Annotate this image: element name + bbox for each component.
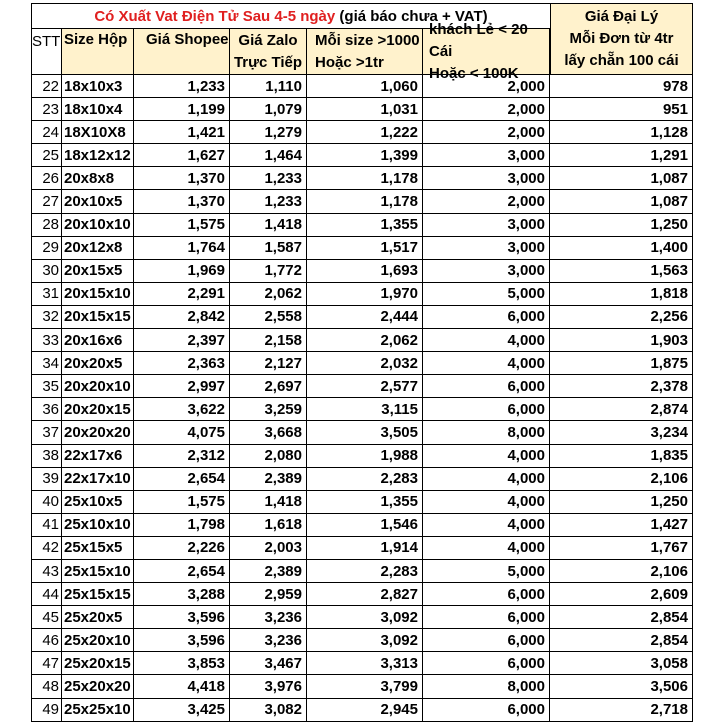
cell-zalo-price: 1,079 <box>230 98 307 121</box>
cell-retail-price: 6,000 <box>423 652 550 675</box>
cell-retail-price: 8,000 <box>423 675 550 698</box>
cell-shopee-price: 1,575 <box>134 214 230 237</box>
cell-shopee-price: 1,575 <box>134 491 230 514</box>
cell-retail-price: 2,000 <box>423 121 550 144</box>
cell-retail-price: 6,000 <box>423 375 550 398</box>
cell-retail-price: 6,000 <box>423 398 550 421</box>
header-retail-line-1: khách Lẻ < 20 Cái <box>429 20 528 60</box>
cell-size: 18x10x3 <box>62 75 134 98</box>
cell-bulk-price: 3,115 <box>307 398 423 421</box>
cell-dealer-price: 1,128 <box>550 121 693 144</box>
header-stt-label: STT <box>32 33 61 50</box>
header-dealer-price <box>550 3 693 75</box>
cell-zalo-price: 1,772 <box>230 260 307 283</box>
cell-bulk-price: 1,970 <box>307 283 423 306</box>
header-bulk <box>307 29 423 75</box>
cell-zalo-price: 3,236 <box>230 629 307 652</box>
cell-stt: 44 <box>31 583 62 606</box>
cell-shopee-price: 2,997 <box>134 375 230 398</box>
cell-stt: 49 <box>31 699 62 722</box>
cell-size: 25x10x5 <box>62 491 134 514</box>
cell-size: 20x20x20 <box>62 421 134 444</box>
title-price-note: (giá báo chưa + VAT) <box>335 7 488 25</box>
cell-retail-price: 3,000 <box>423 237 550 260</box>
cell-shopee-price: 2,312 <box>134 445 230 468</box>
cell-stt: 28 <box>31 214 62 237</box>
cell-size: 25x20x15 <box>62 652 134 675</box>
cell-stt: 42 <box>31 537 62 560</box>
cell-size: 20x10x5 <box>62 190 134 213</box>
cell-dealer-price: 2,874 <box>550 398 693 421</box>
header-bulk-line-2: Hoặc >1tr <box>315 53 384 71</box>
cell-size: 18x12x12 <box>62 144 134 167</box>
header-shopee <box>134 29 230 75</box>
cell-shopee-price: 1,627 <box>134 144 230 167</box>
cell-bulk-price: 1,178 <box>307 190 423 213</box>
cell-shopee-price: 2,654 <box>134 468 230 491</box>
cell-shopee-price: 1,370 <box>134 190 230 213</box>
cell-size: 20x20x10 <box>62 375 134 398</box>
cell-bulk-price: 1,546 <box>307 514 423 537</box>
cell-size: 20x10x10 <box>62 214 134 237</box>
cell-zalo-price: 2,003 <box>230 537 307 560</box>
cell-zalo-price: 1,233 <box>230 167 307 190</box>
cell-zalo-price: 3,668 <box>230 421 307 444</box>
cell-dealer-price: 2,854 <box>550 629 693 652</box>
cell-shopee-price: 3,288 <box>134 583 230 606</box>
cell-shopee-price: 1,421 <box>134 121 230 144</box>
cell-size: 25x25x10 <box>62 699 134 722</box>
cell-stt: 27 <box>31 190 62 213</box>
cell-stt: 45 <box>31 606 62 629</box>
cell-bulk-price: 3,505 <box>307 421 423 444</box>
cell-shopee-price: 2,226 <box>134 537 230 560</box>
cell-dealer-price: 3,506 <box>550 675 693 698</box>
cell-dealer-price: 1,875 <box>550 352 693 375</box>
dealer-line-3: lấy chẵn 100 cái <box>564 52 679 69</box>
cell-size: 25x15x10 <box>62 560 134 583</box>
cell-size: 25x15x15 <box>62 583 134 606</box>
cell-zalo-price: 1,418 <box>230 214 307 237</box>
cell-dealer-price: 3,234 <box>550 421 693 444</box>
cell-stt: 30 <box>31 260 62 283</box>
cell-size: 20x15x15 <box>62 306 134 329</box>
cell-retail-price: 5,000 <box>423 560 550 583</box>
cell-dealer-price: 1,767 <box>550 537 693 560</box>
cell-shopee-price: 3,853 <box>134 652 230 675</box>
cell-shopee-price: 4,075 <box>134 421 230 444</box>
cell-stt: 46 <box>31 629 62 652</box>
cell-bulk-price: 1,178 <box>307 167 423 190</box>
cell-size: 22x17x6 <box>62 445 134 468</box>
cell-shopee-price: 3,622 <box>134 398 230 421</box>
header-stt <box>31 29 62 75</box>
cell-retail-price: 8,000 <box>423 421 550 444</box>
cell-zalo-price: 1,233 <box>230 190 307 213</box>
cell-size: 20x20x5 <box>62 352 134 375</box>
cell-bulk-price: 2,945 <box>307 699 423 722</box>
cell-bulk-price: 2,032 <box>307 352 423 375</box>
cell-dealer-price: 1,903 <box>550 329 693 352</box>
cell-dealer-price: 2,854 <box>550 606 693 629</box>
header-shopee-label: Giá Shopee <box>146 31 229 48</box>
cell-retail-price: 2,000 <box>423 190 550 213</box>
cell-stt: 31 <box>31 283 62 306</box>
cell-retail-price: 6,000 <box>423 583 550 606</box>
cell-retail-price: 3,000 <box>423 214 550 237</box>
cell-retail-price: 4,000 <box>423 329 550 352</box>
cell-retail-price: 4,000 <box>423 537 550 560</box>
cell-shopee-price: 2,291 <box>134 283 230 306</box>
cell-dealer-price: 2,718 <box>550 699 693 722</box>
cell-shopee-price: 1,764 <box>134 237 230 260</box>
cell-zalo-price: 2,389 <box>230 468 307 491</box>
header-bulk-line-1: Mỗi size >1000 <box>315 31 420 49</box>
cell-bulk-price: 1,355 <box>307 491 423 514</box>
cell-retail-price: 6,000 <box>423 606 550 629</box>
cell-retail-price: 3,000 <box>423 260 550 283</box>
cell-dealer-price: 978 <box>550 75 693 98</box>
cell-bulk-price: 3,799 <box>307 675 423 698</box>
cell-shopee-price: 3,596 <box>134 629 230 652</box>
cell-retail-price: 3,000 <box>423 167 550 190</box>
cell-shopee-price: 1,370 <box>134 167 230 190</box>
cell-size: 20x16x6 <box>62 329 134 352</box>
cell-bulk-price: 1,914 <box>307 537 423 560</box>
cell-stt: 43 <box>31 560 62 583</box>
cell-dealer-price: 3,058 <box>550 652 693 675</box>
price-sheet <box>31 3 693 722</box>
cell-retail-price: 2,000 <box>423 98 550 121</box>
cell-retail-price: 5,000 <box>423 283 550 306</box>
cell-size: 25x20x5 <box>62 606 134 629</box>
cell-stt: 39 <box>31 468 62 491</box>
cell-retail-price: 4,000 <box>423 445 550 468</box>
cell-stt: 48 <box>31 675 62 698</box>
cell-zalo-price: 1,418 <box>230 491 307 514</box>
cell-stt: 26 <box>31 167 62 190</box>
cell-zalo-price: 2,697 <box>230 375 307 398</box>
cell-bulk-price: 3,313 <box>307 652 423 675</box>
cell-bulk-price: 1,693 <box>307 260 423 283</box>
cell-size: 18x10x4 <box>62 98 134 121</box>
cell-size: 20x15x10 <box>62 283 134 306</box>
cell-dealer-price: 2,106 <box>550 560 693 583</box>
cell-stt: 34 <box>31 352 62 375</box>
cell-retail-price: 4,000 <box>423 514 550 537</box>
cell-stt: 36 <box>31 398 62 421</box>
cell-dealer-price: 1,291 <box>550 144 693 167</box>
cell-dealer-price: 1,563 <box>550 260 693 283</box>
header-retail-line-2: Hoặc < 100K <box>429 64 519 82</box>
cell-zalo-price: 3,976 <box>230 675 307 698</box>
cell-size: 20x20x15 <box>62 398 134 421</box>
cell-dealer-price: 1,250 <box>550 491 693 514</box>
cell-bulk-price: 1,517 <box>307 237 423 260</box>
cell-stt: 29 <box>31 237 62 260</box>
cell-stt: 41 <box>31 514 62 537</box>
dealer-line-1: Giá Đại Lý <box>584 8 659 25</box>
cell-zalo-price: 3,236 <box>230 606 307 629</box>
cell-bulk-price: 2,283 <box>307 468 423 491</box>
cell-stt: 32 <box>31 306 62 329</box>
cell-size: 25x20x10 <box>62 629 134 652</box>
header-zalo-line-1: Giá Zalo <box>238 31 298 49</box>
cell-stt: 23 <box>31 98 62 121</box>
cell-zalo-price: 1,110 <box>230 75 307 98</box>
cell-dealer-price: 1,818 <box>550 283 693 306</box>
cell-retail-price: 3,000 <box>423 144 550 167</box>
cell-bulk-price: 2,444 <box>307 306 423 329</box>
cell-retail-price: 4,000 <box>423 491 550 514</box>
cell-shopee-price: 2,842 <box>134 306 230 329</box>
cell-shopee-price: 2,654 <box>134 560 230 583</box>
cell-zalo-price: 1,587 <box>230 237 307 260</box>
cell-stt: 24 <box>31 121 62 144</box>
cell-dealer-price: 2,378 <box>550 375 693 398</box>
cell-bulk-price: 3,092 <box>307 629 423 652</box>
cell-size: 25x20x20 <box>62 675 134 698</box>
cell-zalo-price: 2,959 <box>230 583 307 606</box>
cell-bulk-price: 1,988 <box>307 445 423 468</box>
cell-size: 20x12x8 <box>62 237 134 260</box>
cell-stt: 40 <box>31 491 62 514</box>
cell-size: 20x8x8 <box>62 167 134 190</box>
cell-dealer-price: 951 <box>550 98 693 121</box>
cell-size: 22x17x10 <box>62 468 134 491</box>
cell-retail-price: 2,000 <box>423 75 550 98</box>
cell-stt: 22 <box>31 75 62 98</box>
cell-dealer-price: 1,087 <box>550 190 693 213</box>
cell-shopee-price: 2,397 <box>134 329 230 352</box>
cell-size: 20x15x5 <box>62 260 134 283</box>
cell-dealer-price: 1,250 <box>550 214 693 237</box>
cell-shopee-price: 1,798 <box>134 514 230 537</box>
cell-bulk-price: 2,062 <box>307 329 423 352</box>
cell-zalo-price: 1,618 <box>230 514 307 537</box>
cell-zalo-price: 2,127 <box>230 352 307 375</box>
header-zalo-line-2: Trực Tiếp <box>233 53 303 71</box>
cell-bulk-price: 2,827 <box>307 583 423 606</box>
cell-dealer-price: 2,256 <box>550 306 693 329</box>
dealer-line-2: Mỗi Đơn từ 4tr <box>569 30 674 47</box>
price-table-body <box>31 75 693 722</box>
cell-retail-price: 4,000 <box>423 468 550 491</box>
cell-retail-price: 6,000 <box>423 306 550 329</box>
header-size-label: Size Hộp <box>64 31 128 48</box>
cell-bulk-price: 1,060 <box>307 75 423 98</box>
cell-zalo-price: 3,259 <box>230 398 307 421</box>
cell-stt: 38 <box>31 445 62 468</box>
title-vat-note: Có Xuất Vat Điện Tử Sau 4-5 ngày <box>94 7 336 25</box>
header-retail <box>423 20 550 82</box>
header-size <box>62 29 134 75</box>
cell-zalo-price: 2,389 <box>230 560 307 583</box>
cell-zalo-price: 3,082 <box>230 699 307 722</box>
cell-zalo-price: 2,558 <box>230 306 307 329</box>
cell-shopee-price: 2,363 <box>134 352 230 375</box>
cell-dealer-price: 1,835 <box>550 445 693 468</box>
cell-bulk-price: 1,399 <box>307 144 423 167</box>
cell-stt: 25 <box>31 144 62 167</box>
cell-stt: 33 <box>31 329 62 352</box>
cell-bulk-price: 1,031 <box>307 98 423 121</box>
cell-zalo-price: 2,158 <box>230 329 307 352</box>
cell-shopee-price: 3,596 <box>134 606 230 629</box>
cell-retail-price: 6,000 <box>423 699 550 722</box>
cell-dealer-price: 2,106 <box>550 468 693 491</box>
cell-bulk-price: 1,355 <box>307 214 423 237</box>
cell-shopee-price: 1,969 <box>134 260 230 283</box>
cell-retail-price: 6,000 <box>423 629 550 652</box>
cell-size: 18X10X8 <box>62 121 134 144</box>
cell-retail-price: 4,000 <box>423 352 550 375</box>
cell-dealer-price: 1,087 <box>550 167 693 190</box>
cell-bulk-price: 2,577 <box>307 375 423 398</box>
cell-bulk-price: 2,283 <box>307 560 423 583</box>
cell-zalo-price: 1,464 <box>230 144 307 167</box>
cell-zalo-price: 2,080 <box>230 445 307 468</box>
cell-size: 25x15x5 <box>62 537 134 560</box>
cell-zalo-price: 1,279 <box>230 121 307 144</box>
cell-zalo-price: 2,062 <box>230 283 307 306</box>
cell-zalo-price: 3,467 <box>230 652 307 675</box>
cell-stt: 35 <box>31 375 62 398</box>
cell-dealer-price: 1,400 <box>550 237 693 260</box>
cell-shopee-price: 1,199 <box>134 98 230 121</box>
cell-size: 25x10x10 <box>62 514 134 537</box>
cell-shopee-price: 3,425 <box>134 699 230 722</box>
cell-stt: 47 <box>31 652 62 675</box>
table-header <box>31 3 693 82</box>
cell-dealer-price: 2,609 <box>550 583 693 606</box>
cell-shopee-price: 4,418 <box>134 675 230 698</box>
header-zalo <box>230 29 307 75</box>
cell-shopee-price: 1,233 <box>134 75 230 98</box>
cell-bulk-price: 3,092 <box>307 606 423 629</box>
cell-bulk-price: 1,222 <box>307 121 423 144</box>
cell-dealer-price: 1,427 <box>550 514 693 537</box>
cell-stt: 37 <box>31 421 62 444</box>
